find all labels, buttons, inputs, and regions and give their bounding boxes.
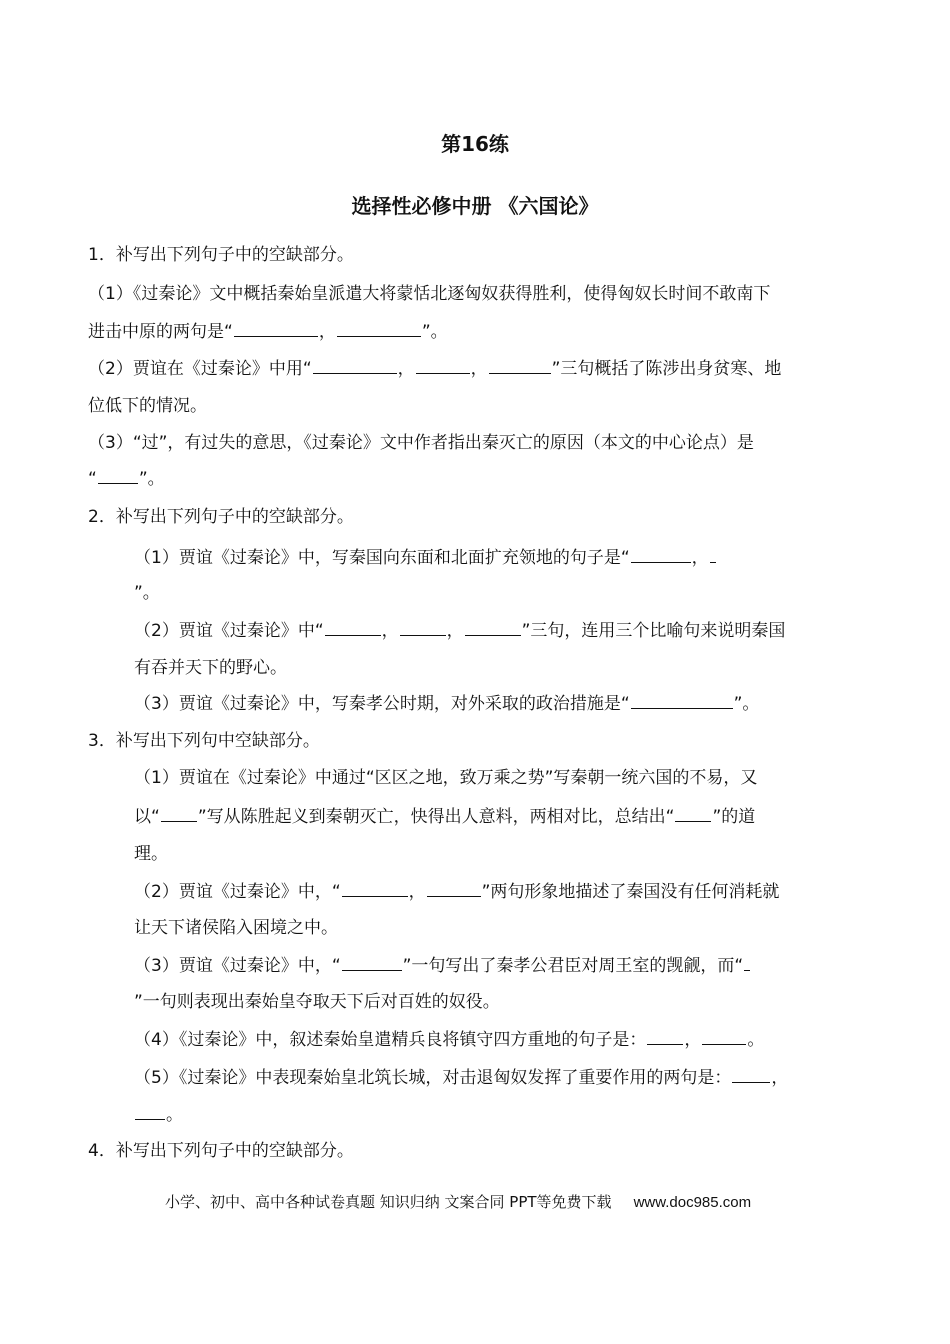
blank xyxy=(400,619,446,636)
q3-item-1-line-3: 理。 xyxy=(134,844,168,864)
q1-item-2-line-2: 位低下的情况。 xyxy=(88,396,207,416)
q3-item-1-line-2: 以“ ”写从陈胜起义到秦朝灭亡，快得出人意料，两相对比，总结出“ ”的道 xyxy=(134,807,756,827)
blank xyxy=(631,692,733,709)
blank xyxy=(427,880,481,897)
q3-item-1-line-1: （1）贾谊在《过秦论》中通过“区区之地，致万乘之势”写秦朝一统六国的不易，又 xyxy=(134,768,758,788)
q1-item-2-line-1: （2）贾谊在《过秦论》中用“ ， ， ”三句概括了陈涉出身贫寒、地 xyxy=(88,359,782,379)
blank xyxy=(702,1028,746,1045)
blank xyxy=(161,805,197,822)
question-1-heading: 1．补写出下列句子中的空缺部分。 xyxy=(88,245,354,265)
q3-item-5-line-1: （5）《过秦论》中表现秦始皇北筑长城，对击退匈奴发挥了重要作用的两句是： ， xyxy=(134,1068,789,1088)
blank xyxy=(342,880,408,897)
q1-item-3-line-1: （3）“过”，有过失的意思，《过秦论》文中作者指出秦灭亡的原因（本文的中心论点）是 xyxy=(88,433,754,453)
blank xyxy=(732,1066,770,1083)
q2-item-1-line-2: ”。 xyxy=(134,583,160,603)
blank xyxy=(647,1028,683,1045)
blank xyxy=(489,357,551,374)
q1-item-3-line-2: “ ”。 xyxy=(88,469,165,489)
q2-item-3: （3）贾谊《过秦论》中，写秦孝公时期，对外采取的政治措施是“ ”。 xyxy=(134,694,760,714)
q1-item-1-line-1: （1）《过秦论》文中概括秦始皇派遣大将蒙恬北逐匈奴获得胜利，使得匈奴长时间不敢南下 xyxy=(88,284,771,304)
blank xyxy=(313,357,397,374)
blank xyxy=(98,467,138,484)
q3-item-2-line-2: 让天下诸侯陷入困境之中。 xyxy=(134,918,338,938)
q3-item-5-line-2: 。 xyxy=(134,1103,183,1126)
blank xyxy=(744,954,750,971)
page-title: 第16练 xyxy=(441,132,509,156)
blank xyxy=(631,546,691,563)
q3-item-3-line-1: （3）贾谊《过秦论》中，“ ”一句写出了秦孝公君臣对周王室的觊觎，而“ xyxy=(134,954,751,977)
blank xyxy=(710,546,716,563)
q3-item-2-line-1: （2）贾谊《过秦论》中，“ ， ”两句形象地描述了秦国没有任何消耗就 xyxy=(134,882,780,902)
q3-item-3-line-2: ”一句则表现出秦始皇夺取天下后对百姓的奴役。 xyxy=(134,992,500,1012)
q2-item-2-line-1: （2）贾谊《过秦论》中“ ， ， ”三句，连用三个比喻句来说明秦国 xyxy=(134,621,786,641)
q1-item-1-line-2: 进击中原的两句是“ ， ”。 xyxy=(88,322,448,342)
question-2-heading: 2．补写出下列句子中的空缺部分。 xyxy=(88,507,354,527)
blank xyxy=(135,1103,165,1120)
q2-item-2-line-2: 有吞并天下的野心。 xyxy=(134,658,287,678)
blank xyxy=(675,805,711,822)
blank xyxy=(416,357,470,374)
page-footer xyxy=(165,1191,751,1212)
blank xyxy=(234,320,318,337)
question-4-heading: 4．补写出下列句子中的空缺部分。 xyxy=(88,1141,354,1161)
blank xyxy=(465,619,521,636)
question-3-heading: 3．补写出下列句中空缺部分。 xyxy=(88,731,320,751)
page-subtitle: 选择性必修中册 《六国论》 xyxy=(351,194,599,218)
q2-item-1-line-1: （1）贾谊《过秦论》中，写秦国向东面和北面扩充领地的句子是“ ， xyxy=(134,546,717,569)
footer-text: 小学、初中、高中各种试卷真题 知识归纳 文案合同 PPT等免费下载 xyxy=(165,1193,612,1211)
q3-item-4: （4）《过秦论》中，叙述秦始皇遣精兵良将镇守四方重地的句子是： ， 。 xyxy=(134,1030,765,1050)
footer-url[interactable]: www.doc985.com xyxy=(633,1194,752,1211)
blank xyxy=(325,619,381,636)
blank xyxy=(342,954,402,971)
blank xyxy=(337,320,421,337)
